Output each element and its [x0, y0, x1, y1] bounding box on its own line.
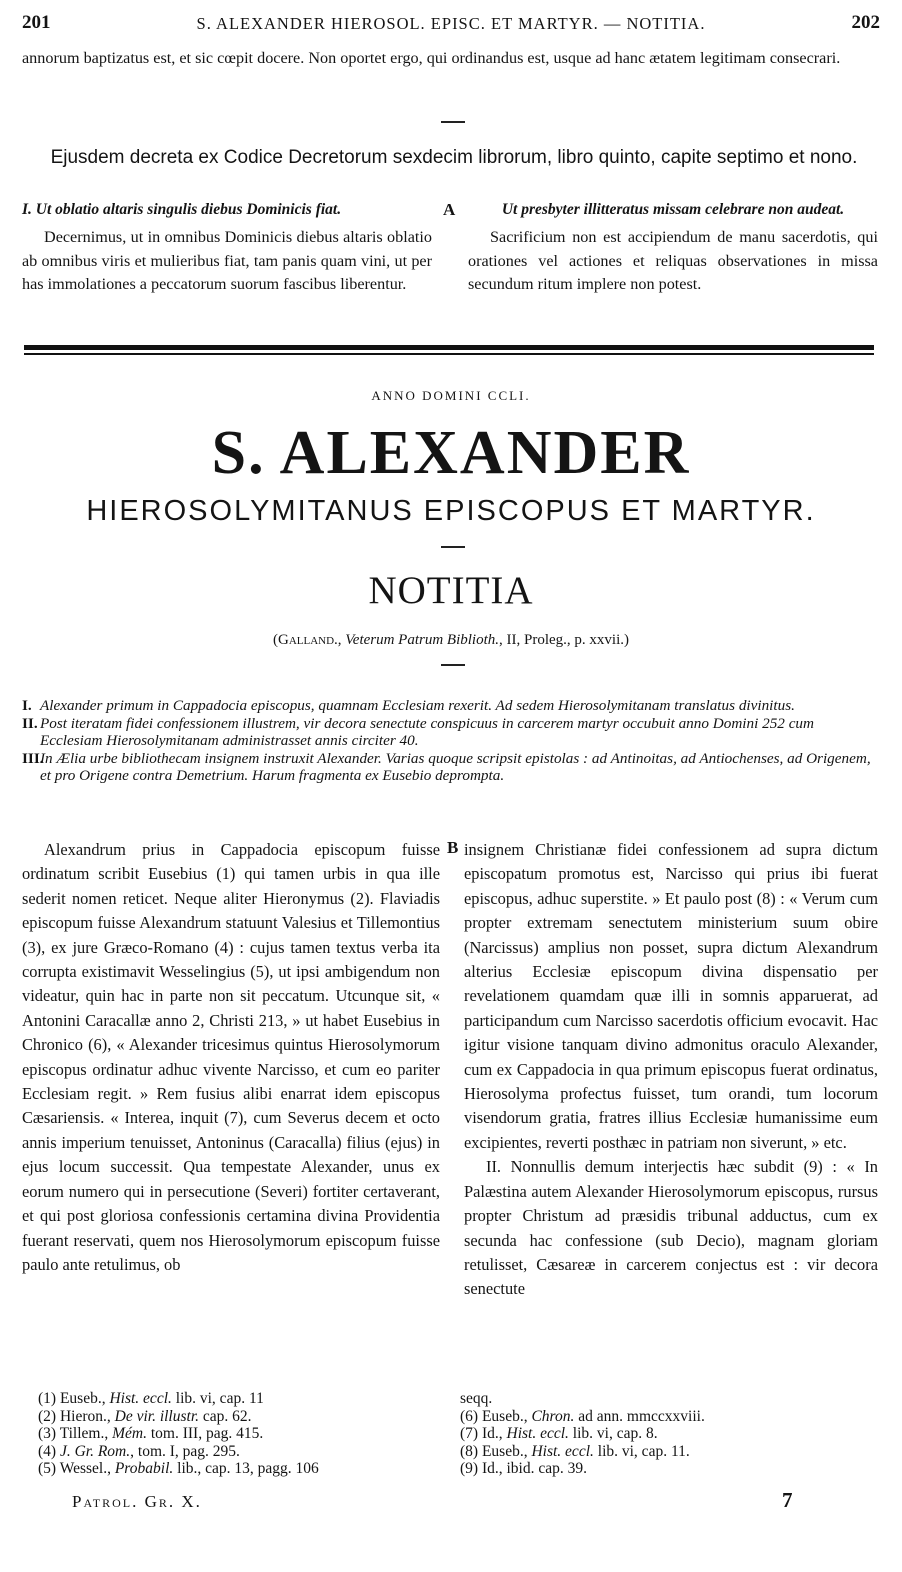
footnote: (8) Euseb., Hist. eccl. lib. vi, cap. 11. [460, 1442, 690, 1460]
decree-right-text: Sacrificium non est accipiendum de manu sacerdotis, qui orationes vel actiones et reliquas observationes in missa secundum ritum implere non potest. [468, 228, 878, 293]
running-title: S. ALEXANDER HIEROSOL. EPISC. ET MARTYR. — NOTITIA. [196, 14, 706, 33]
footnote: (6) Euseb., Chron. ad ann. mmccxxviii. [460, 1407, 705, 1425]
year-heading: ANNO DOMINI CCLI. [371, 388, 531, 403]
separator-rule [441, 664, 465, 666]
decree-left-text: Decernimus, ut in omnibus Dominicis diebus altaris oblatio ab omnibus viris et mulieribus fiat, tam panis quam vini, ut per has immolationes a peccatorum suorum fascibus liberentur. [22, 228, 432, 293]
decree-right-heading: Ut presbyter illitteratus missam celebrare non audeat. [501, 201, 845, 218]
summary-item: I. Alexander primum in Cappadocia episcopus, quamnam Ecclesiam rexerit. Ad sedem Hierosolymitanam translatus divinitus. [22, 697, 795, 714]
source-author: Galland. [277, 632, 338, 648]
section-divider [24, 345, 874, 355]
continuation-paragraph: annorum baptizatus est, et sic cœpit docere. Non oportet ergo, qui ordinandus est, usque ad hanc ætatem legitimam consecrari. [22, 49, 841, 67]
footnote: (4) J. Gr. Rom., tom. I, pag. 295. [38, 1442, 240, 1460]
body-right-column: insignem Christianæ fidei confessionem ad supra dictum episcopatum promotus est, Narcisso qui prius ibi fuerat episcopus, adhuc superstite. » Et paulo post (8) : « Verum cum propter extremam senectutem ministerium suum obire (Narcissus) amplius non posset, supra dictum Alexandrum alterius Ecclesiæ episcopum divina dispensatio per revelationem quamdam quæ illi in somnis apparuerat, ad participandum cum Narcisso sacerdotis officium evocavit. Hac igitur visione tanquam divino admonitus oraculo Alexander, cum ex Cappadocia in qua primum episcopus fuerat ordinatus, Hierosolyma profectus fuisset, tum orandi, tum locorum visendorum gratia, fratres illius Ecclesiæ humanissime eum excipientes, reverti posthæc in patriam non siverunt, » etc. II. Nonnullis demum interjectis hæc subdit (9) : « In Palæstina autem Alexander Hierosolymorum episcopus, rursus propter Christum ad præsidis tribunal adductus, cum ex secunda hac confessione (sub Decio), magnam gloriam retulisset, Cæsareæ in carcerem conjectus est : vir decora senectute [464, 840, 878, 1299]
footnote-continuation: seqq. [460, 1390, 493, 1407]
page-number-left: 201 [22, 12, 51, 33]
section-title: S. ALEXANDER [211, 419, 691, 487]
decree-left-heading: I. Ut oblatio altaris singulis diebus Dominicis fiat. [22, 201, 342, 218]
section-subtitle: HIEROSOLYMITANUS EPISCOPUS ET MARTYR. [86, 495, 816, 527]
page-number-right: 202 [851, 12, 880, 33]
signature-number: 7 [782, 1488, 793, 1512]
footnote: (7) Id., Hist. eccl. lib. vi, cap. 8. [460, 1425, 658, 1442]
signature-line: Patrol. Gr. X. [72, 1492, 202, 1511]
source-citation: (Galland., Veterum Patrum Biblioth., II, Proleg., p. xxvii.) [272, 632, 630, 648]
footnote: (5) Wessel., Probabil. lib., cap. 13, pagg. 106 [38, 1460, 319, 1477]
running-header [22, 12, 880, 38]
decree-left-column [22, 200, 432, 297]
footnote: (3) Tillem., Mém. tom. III, pag. 415. [38, 1425, 264, 1442]
summary-item: III. In Ælia urbe bibliothecam insignem instruxit Alexander. Varias quoque scripsit epistolas : ad Antinoitas, ad Antiochenses, ad Origenem, et pro Origene contra Demetrium. Harum fragmenta ex Eusebio deprompta. [22, 750, 871, 784]
decree-title: Ejusdem decreta ex Codice Decretorum sexdecim librorum, libro quinto, capite septimo et nono. [50, 147, 858, 168]
notitia-heading: NOTITIA [368, 569, 534, 612]
decree-right-column [468, 200, 878, 297]
chapter-summary [22, 697, 878, 785]
body-left-column: Alexandrum prius in Cappadocia episcopum fuisse ordinatum scribit Eusebius (1) qui tamen urbis in qua ille sederit nomen reticet. Neque aliter Hieronymus (2). Flaviadis episcopum fuisse Alexandrum statuunt Valesius et Tillemontius (3), ex jure Græco-Romano (4) : cujus tamen textus verba ita corrupta existimavit Wesselingius (5), ut ipsi ambigendum non videatur, quin hac in parte non sit peccatum. Utcunque sit, « Antonini Caracallæ anno 2, Christi 213, » ut habet Eusebius in Chronico (6), « Alexander tricesimus quintus Hierosolymorum episcopus ordinatur adhuc vivente Narcisso, et cum eo pariter Ecclesiam regit. » Rem fusius alibi enarrat idem episcopus Cæsariensis. « Interea, inquit (7), cum Severus decem et octo annis imperium tenuisset, Antoninus (Caracalla) filius (ejus) in ejus locum successit. Qua tempestate Alexander, unus ex eorum numero qui in persecutione (Severi) fortiter certaverant, et qui post gloriosa confessionis certamina divina Providentia fuerant reservati, quem nos Hierosolymorum episcopum fuisse paulo ante retulimus, ob [22, 840, 440, 1274]
footnotes-right [460, 1390, 705, 1478]
column-marker-a: A [443, 200, 456, 219]
footnotes-left [38, 1390, 319, 1478]
separator-rule [441, 546, 465, 548]
column-marker-b: B [447, 838, 459, 857]
summary-item: II. Post iteratam fidei confessionem illustrem, vir decora senectute conspicuus in carcerem martyr occubuit anno Domini 252 cum Ecclesiam Hierosolymitanam administrasset annis circiter 40. [22, 715, 814, 749]
footnote: (1) Euseb., Hist. eccl. lib. vi, cap. 11 [38, 1390, 264, 1407]
footnote: (9) Id., ibid. cap. 39. [460, 1460, 587, 1477]
footnote: (2) Hieron., De vir. illustr. cap. 62. [38, 1407, 252, 1425]
source-work: Veterum Patrum Biblioth. [345, 632, 500, 648]
separator-rule [441, 121, 465, 123]
